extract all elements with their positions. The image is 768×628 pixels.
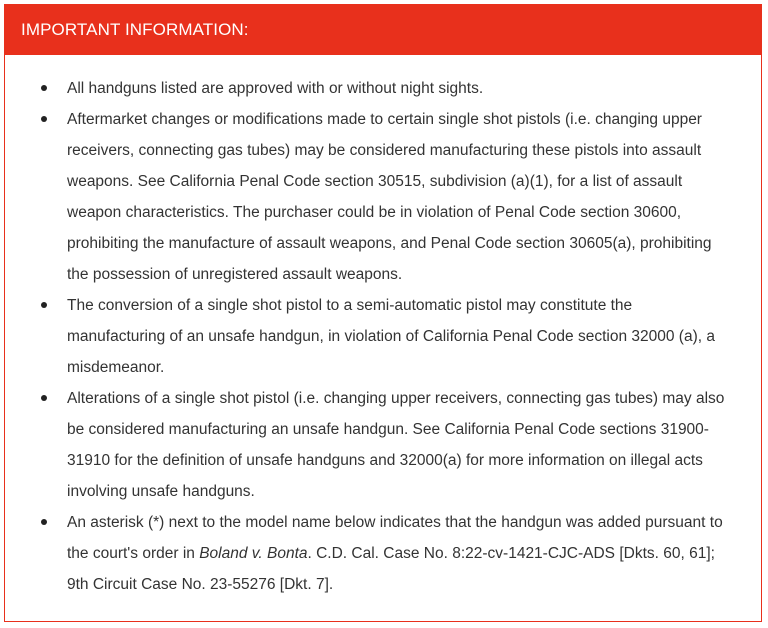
list-item-text: The conversion of a single shot pistol to a semi-automatic pistol may constitute the manufacturing of an unsafe handgun, in violation of California Penal Code section 32000 (a), a misdemeanor.: [67, 297, 715, 376]
important-info-panel: [4, 4, 762, 622]
list-item: [35, 73, 731, 104]
bullet-icon: [41, 395, 47, 401]
text-before-case: An asterisk (*) next to the model name below indicates that the handgun was added pursuant to the court's order in: [67, 514, 723, 562]
case-name: Boland v. Bonta: [199, 545, 308, 562]
text-after-case: . C.D. Cal. Case No. 8:22-cv-1421-CJC-ADS [Dkts. 60, 61]; 9th Circuit Case No. 23-55276 [Dkt. 7].: [67, 545, 715, 593]
panel-title: IMPORTANT INFORMATION:: [21, 20, 249, 39]
bullet-icon: [41, 302, 47, 308]
list-item: [35, 507, 731, 600]
bullet-icon: [41, 519, 47, 525]
list-item-text: All handguns listed are approved with or without night sights.: [67, 80, 484, 97]
list-item: [35, 383, 731, 507]
bullet-icon: [41, 85, 47, 91]
list-item: [35, 290, 731, 383]
list-item-text: Aftermarket changes or modifications made to certain single shot pistols (i.e. changing upper receivers, connecting gas tubes) may be considered manufacturing these pistols into assault weapons. See California Penal Code section 30515, subdivision (a)(1), for a list of assault weapon characteristics. The purchaser could be in violation of Penal Code section 30600, prohibiting the manufacture of assault weapons, and Penal Code section 30605(a), prohibiting the possession of unregistered assault weapons.: [67, 111, 712, 283]
info-list: [5, 55, 761, 600]
list-item: [35, 104, 731, 290]
panel-header: [5, 5, 761, 55]
bullet-icon: [41, 116, 47, 122]
list-item-text: Alterations of a single shot pistol (i.e. changing upper receivers, connecting gas tubes) may also be considered manufacturing an unsafe handgun. See California Penal Code sections 31900-31910 for the definition of unsafe handguns and 32000(a) for more information on illegal acts involving unsafe handguns.: [67, 390, 725, 500]
list-item-text: [67, 514, 723, 593]
